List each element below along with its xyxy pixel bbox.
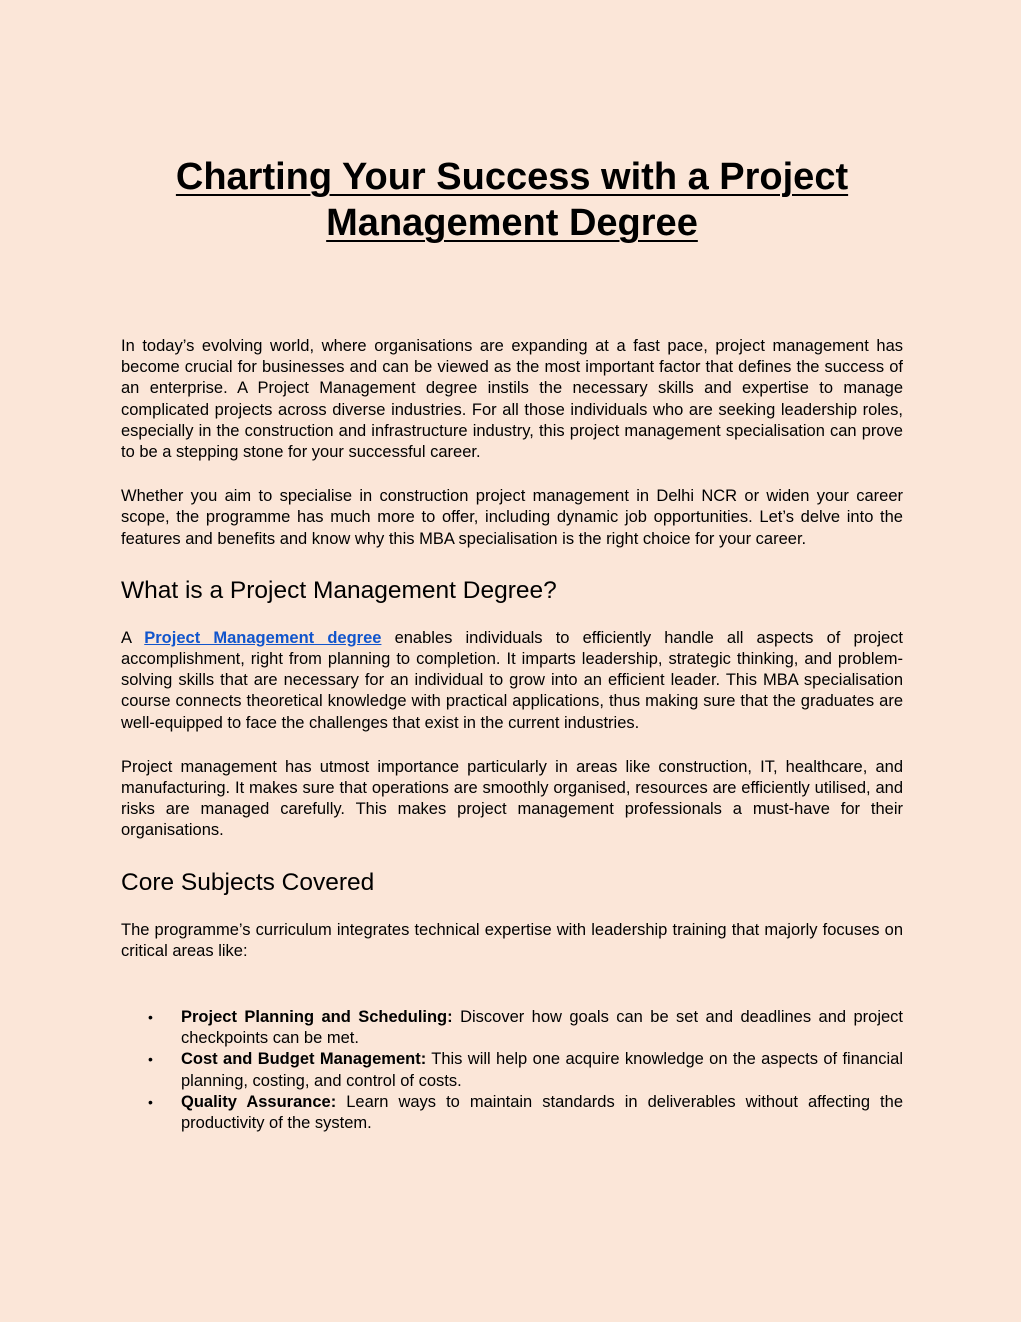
intro-paragraph-1: In today’s evolving world, where organisations are expanding at a fast pace, project management has become crucial for businesses and can be viewed as the most important factor that defines the success of an enterprise. A Project Management degree instils the necessary skills and expertise to manage complicated projects across diverse industries. For all those individuals who are seeking leadership roles, especially in the construction and infrastructure industry, this project management specialisation can prove to be a stepping stone for your successful career. [121,337,903,462]
project-management-degree-link[interactable]: Project Management degree [144,628,382,647]
bullet-icon: • [148,1093,153,1110]
list-item-text: Learn ways to maintain standards in deliverables without affecting the productivity of the system. [181,1092,903,1133]
list-item [121,1049,903,1091]
title-line-1: Charting Your Success with a Project [175,156,849,198]
list-item [121,1092,903,1134]
list-item [121,1007,903,1049]
list-item-term: Project Planning and Scheduling: [181,1008,453,1027]
list-item-text: This will help one acquire knowledge on the aspects of financial planning, costing, and control of costs. [181,1050,903,1090]
document-title [100,154,924,246]
bullet-icon: • [148,1009,153,1026]
bullet-icon: • [148,1051,153,1068]
core-subjects-paragraph: The programme’s curriculum integrates technical expertise with leadership training that majorly focuses on critical areas like: [121,920,903,960]
document-body [121,336,903,1134]
paragraph-prefix: A [121,628,145,647]
intro-paragraph-2: Whether you aim to specialise in construction project management in Delhi NCR or widen your career scope, the programme has much more to offer, including dynamic job opportunities. Let’s delve into the features and benefits and know why this MBA specialisation is the right choice for your career. [121,487,903,548]
section-heading-what-is: What is a Project Management Degree? [121,576,557,604]
title-line-2: Management Degree [326,202,698,244]
list-item-term: Quality Assurance: [181,1092,337,1111]
list-item-text: Discover how goals can be set and deadlines and project checkpoints can be met. [181,1008,903,1048]
section-heading-core-subjects: Core Subjects Covered [121,868,375,896]
list-item-term: Cost and Budget Management: [181,1050,427,1069]
what-is-paragraph-1 [121,628,903,734]
core-subjects-list [121,1007,903,1134]
what-is-paragraph-2: Project management has utmost importance particularly in areas like construction, IT, healthcare, and manufacturing. It makes sure that operations are smoothly organised, resources are efficiently utilised, and risks are managed carefully. This makes project management professionals a must-have for their organisations. [121,757,903,840]
paragraph-rest: enables individuals to efficiently handle all aspects of project accomplishment, right from planning to completion. It imparts leadership, strategic thinking, and problem-solving skills that are necessary for an individual to grow into an efficient leader. This MBA specialisation course connects theoretical knowledge with practical applications, thus making sure that the graduates are well-equipped to face the challenges that exist in the current industries. [121,628,903,732]
